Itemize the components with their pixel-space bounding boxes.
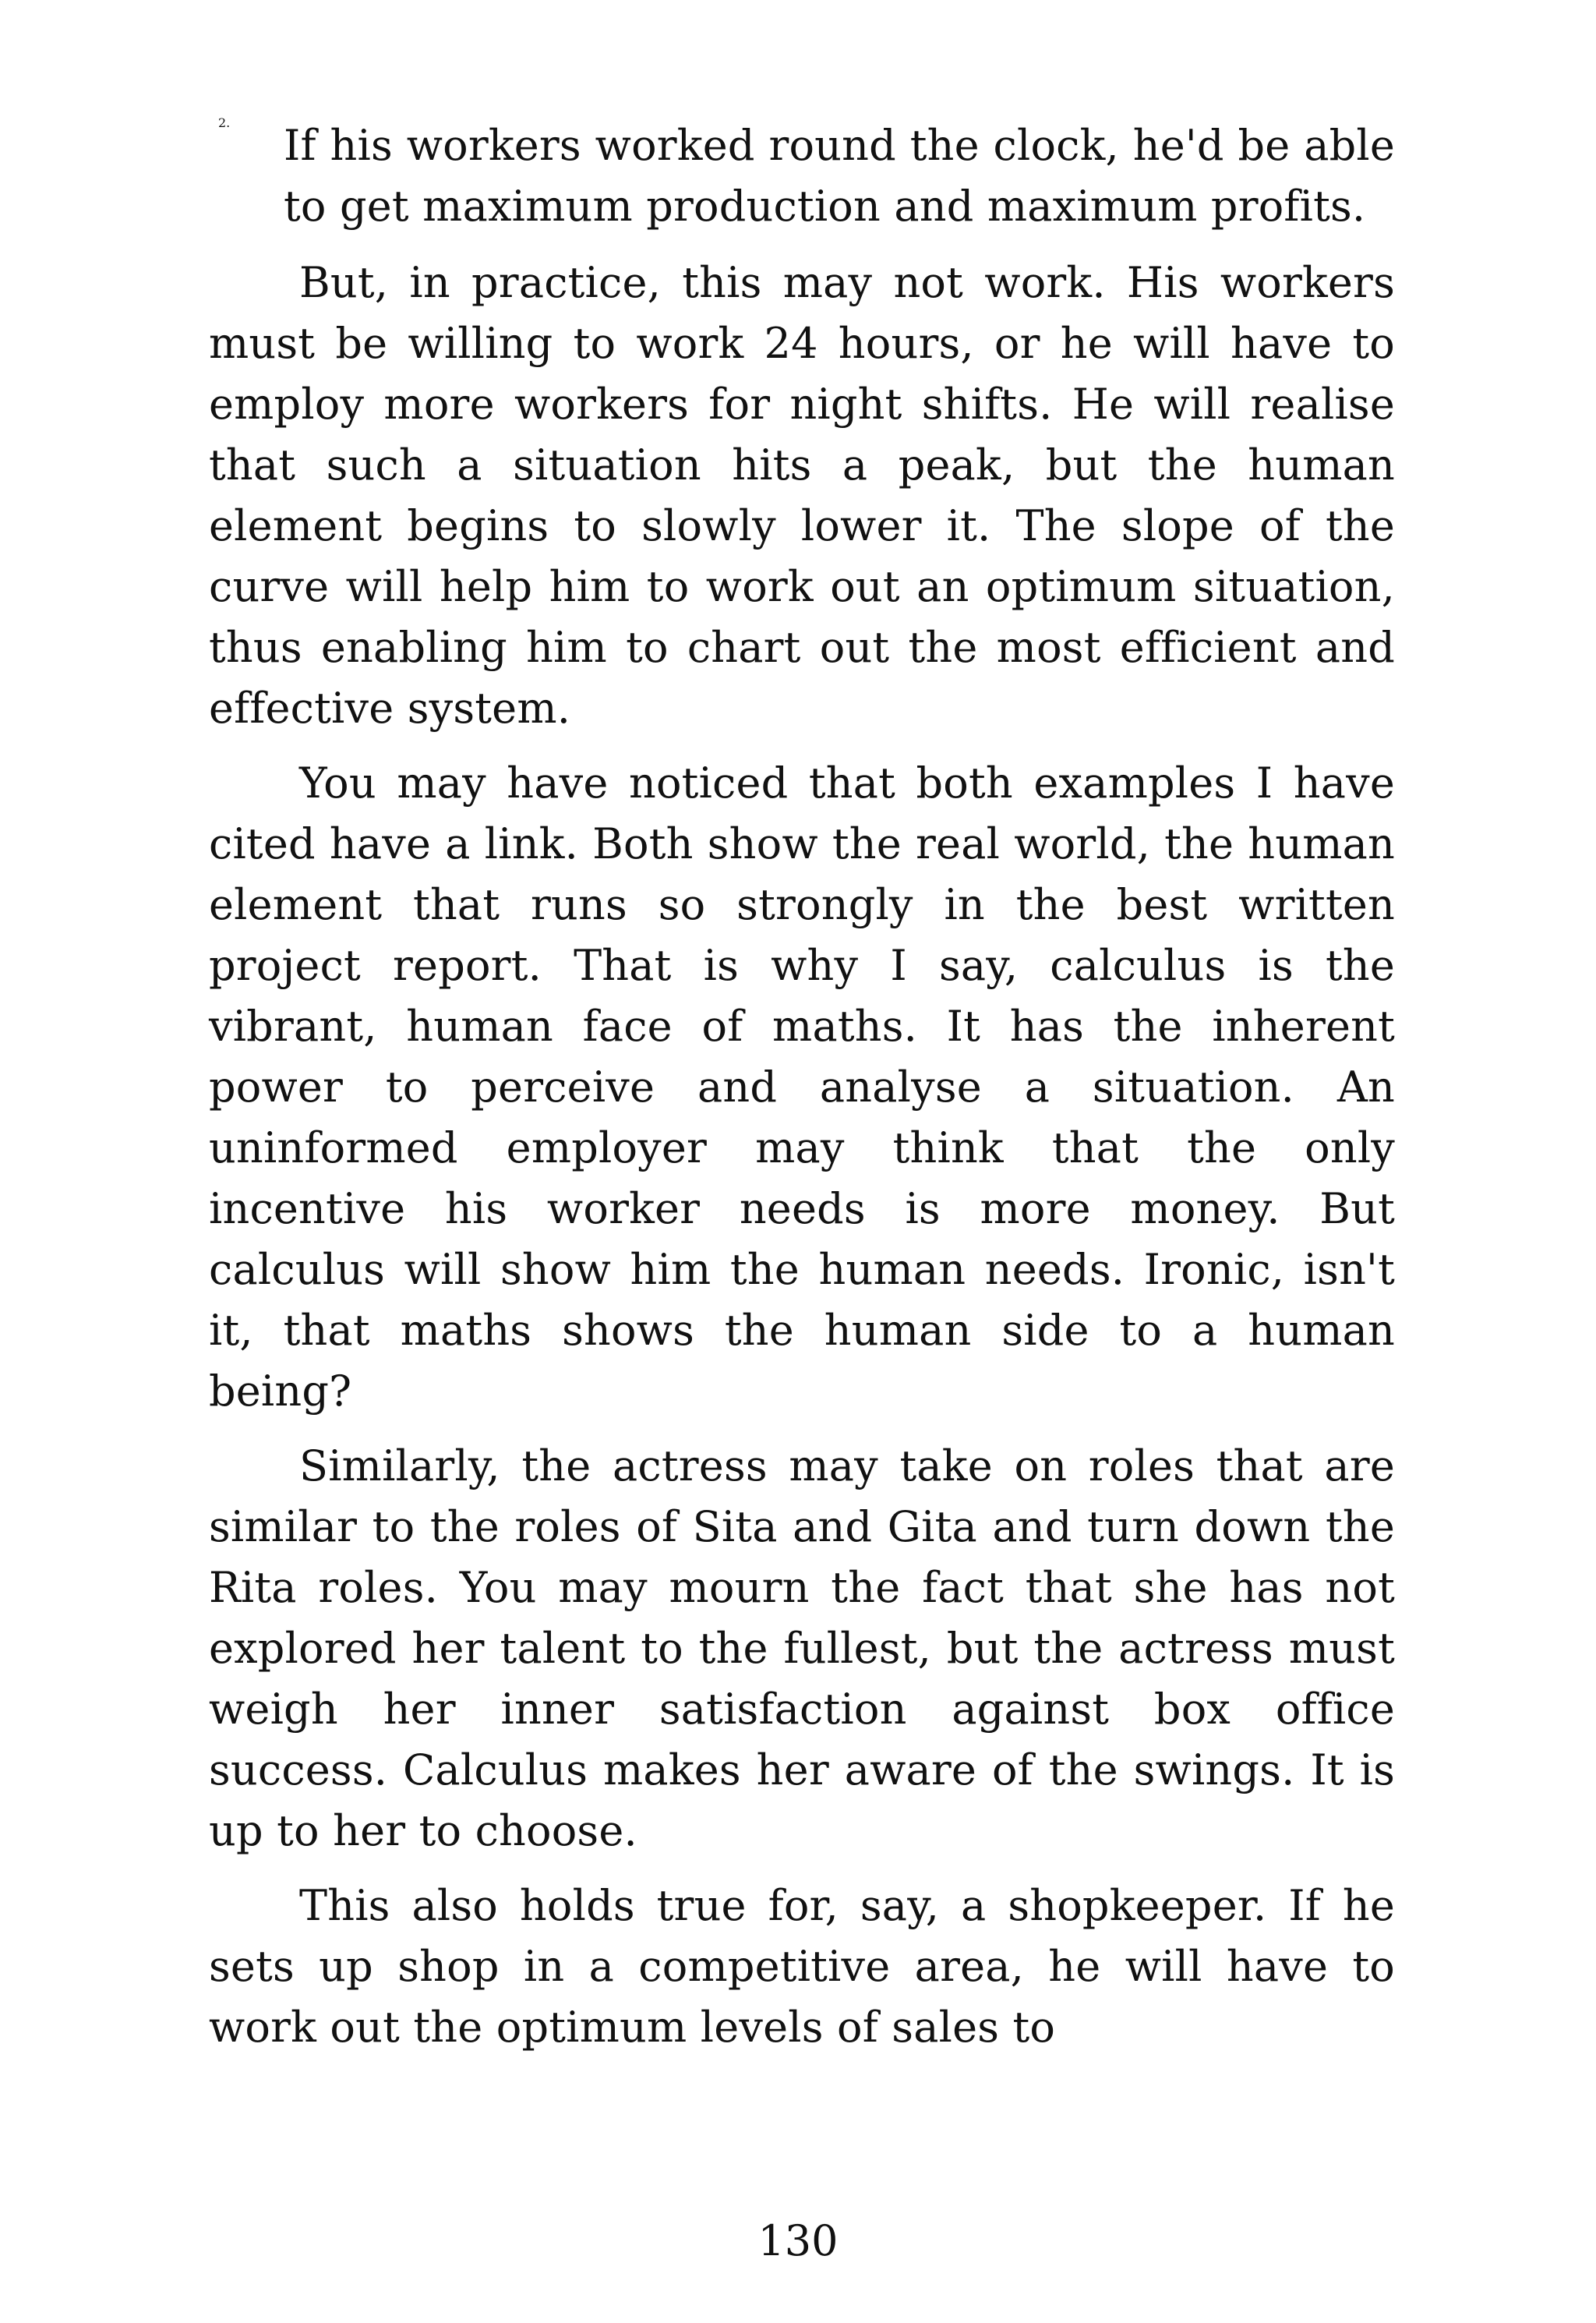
page-number: 130 [757,2216,839,2265]
paragraph-1: But, in practice, this may not work. His workers must be willing to work 24 hours, or he will have to employ more workers for night shifts. He will realise that such a situation hits a peak, but the human element begins to slowly lower it. The slope of the curve will help him to work out an optimum situation, thus enabling him to chart out the most efficient and effective system. [209,258,1395,733]
paragraph-2: You may have noticed that both examples I have cited have a link. Both show the real world, the human element that runs so strongly in the best written project report. That is why I say, calculus is the vibrant, human face of maths. It has the inherent power to perceive and analyse a situation. An uninformed employer may think that the only incentive his worker needs is more money. But calculus will show him the human needs. Ironic, isn't it, that maths shows the human side to a human being? [209,758,1395,1416]
paragraph-4: This also holds true for, say, a shopkeeper. If he sets up shop in a competitive area, he will have to work out the optimum levels of sales to [209,1881,1395,2052]
list-item-number: 2. [218,115,231,130]
paragraph-3: Similarly, the actress may take on roles that are similar to the roles of Sita and Gita and turn down the Rita roles. You may mourn the fact that she has not explored her talent to the fullest, but the actress must weigh her inner satisfaction against box office success. Calculus makes her aware of the swings. It is up to her to choose. [209,1441,1395,1855]
page-body [209,115,1395,2072]
numbered-list-item [209,115,1395,237]
list-item-text: If his workers worked round the clock, he'd be able to get maximum production and maximum profits. [284,121,1395,231]
